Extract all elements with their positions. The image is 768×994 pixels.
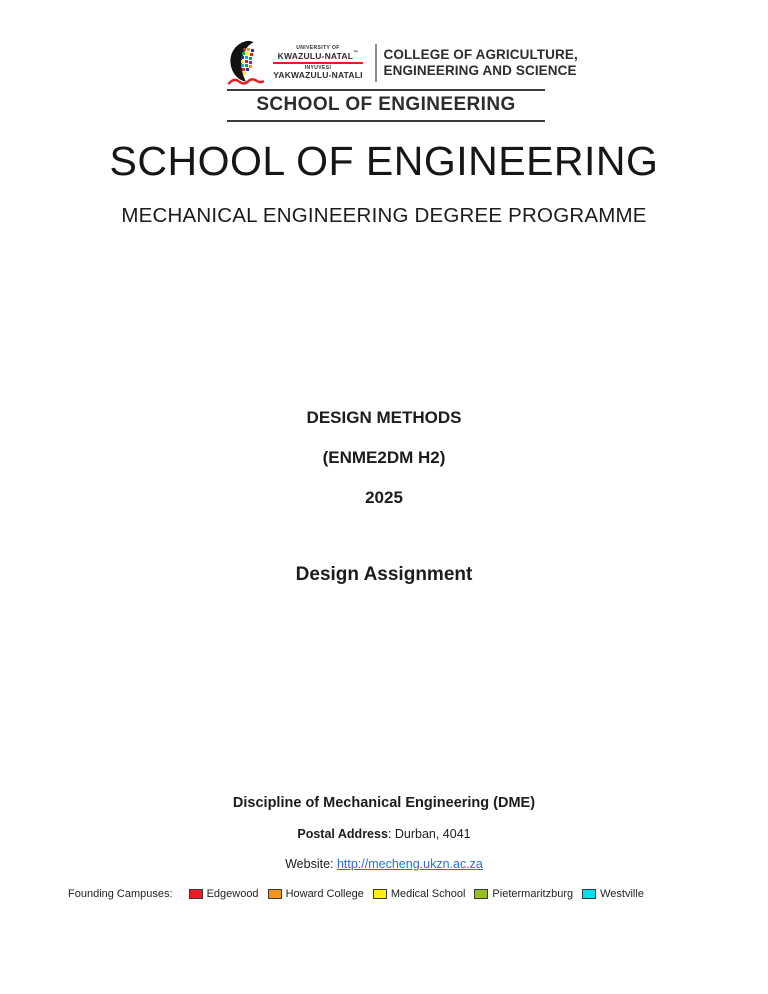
school-banner-strip [227,89,545,122]
website-link[interactable]: http://mecheng.ukzn.ac.za [336,857,483,871]
document-title: Design Assignment [295,564,473,585]
course-code: (ENME2DM H2) [322,448,446,467]
founding-campuses-footer [68,888,728,900]
campus-color-swatch-icon [474,889,488,899]
college-line-2: ENGINEERING AND SCIENCE [383,63,577,78]
campus-color-swatch-icon [373,889,387,899]
campus-name-label: Westville [600,888,644,900]
logo-red-rule [273,62,363,64]
website-line [0,857,768,871]
discipline-name: Discipline of Mechanical Engineering (DME) [232,795,536,811]
campus-color-swatch-icon [189,889,203,899]
website-label: Website: [285,857,337,871]
campus-item [582,888,644,900]
campus-item [268,888,364,900]
university-wordmark [267,46,369,79]
postal-address-value: : Durban, 4041 [387,827,471,841]
founding-campuses-label: Founding Campuses: [68,888,173,900]
campus-color-swatch-icon [268,889,282,899]
campus-color-swatch-icon [582,889,596,899]
campus-item [189,888,259,900]
college-line-1: COLLEGE OF AGRICULTURE, [383,47,578,63]
course-year: 2025 [365,488,403,507]
campus-name-label: Pietermaritzburg [492,888,574,900]
campus-list [189,888,644,900]
page-subtitle: MECHANICAL ENGINEERING DEGREE PROGRAMME [121,204,647,227]
university-header-banner [227,40,578,122]
school-banner-label: SCHOOL OF ENGINEERING [256,94,516,115]
course-name: DESIGN METHODS [306,408,462,427]
college-name [384,47,578,79]
postal-address-label: Postal Address [297,827,388,841]
campus-name-label: Medical School [390,888,466,900]
kwazulu-natal-label: KWAZULU-NATAL™ [277,49,359,61]
yakwazulu-natali-label: YAKWAZULU-NATALI [273,69,363,80]
campus-item [474,888,573,900]
inyuvesi-label: INYUVESI [304,64,332,71]
logo-vertical-divider [375,44,377,82]
trademark-symbol: ™ [353,49,359,56]
campus-name-label: Edgewood [206,888,259,900]
logo-row [227,40,578,86]
campus-name-label: Howard College [285,888,364,900]
university-of-label: UNIVERSITY OF [296,45,340,52]
ukzn-shield-logo-icon [227,40,265,86]
campus-item [373,888,466,900]
postal-address-line [0,827,768,841]
page-title: SCHOOL OF ENGINEERING [109,138,659,184]
